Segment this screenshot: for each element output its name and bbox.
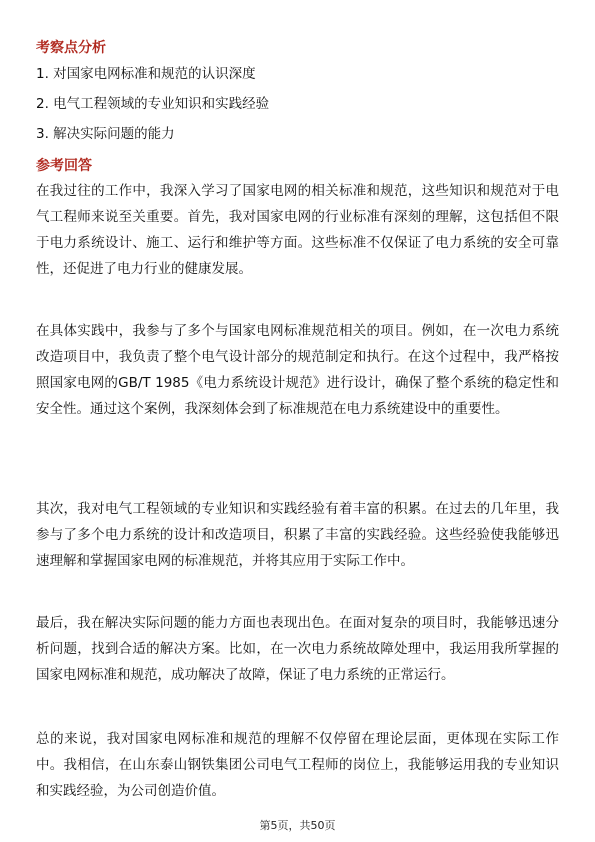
analysis-point-1: 1. 对国家电网标准和规范的认识深度: [36, 66, 256, 82]
analysis-title: 考察点分析: [36, 40, 106, 56]
answer-paragraph-1: 在我过往的工作中，我深入学习了国家电网的相关标准和规范，这些知识和规范对于电气工程师来说至关重要。首先，我对国家电网的行业标准有深刻的理解，这包括但不限于电力系统设计、施工、运行和维护等方面。这些标准不仅保证了电力系统的安全可靠性，还促进了电力行业的健康发展。: [36, 183, 559, 277]
answer-paragraph-4: 最后，我在解决实际问题的能力方面也表现出色。在面对复杂的项目时，我能够迅速分析问题，找到合适的解决方案。比如，在一次电力系统故障处理中，我运用我所掌握的国家电网标准和规范，成功解决了故障，保证了电力系统的正常运行。: [36, 615, 559, 683]
analysis-point-3: 3. 解决实际问题的能力: [36, 126, 175, 142]
analysis-point-2: 2. 电气工程领域的专业知识和实践经验: [36, 96, 270, 112]
page-indicator: 第5页，共50页: [259, 819, 336, 832]
answer-title: 参考回答: [36, 158, 92, 174]
answer-paragraph-5: 总的来说，我对国家电网标准和规范的理解不仅停留在理论层面，更体现在实际工作中。我相信，在山东泰山钢铁集团公司电气工程师的岗位上，我能够运用我的专业知识和实践经验，为公司创造价值。: [36, 731, 559, 799]
answer-paragraph-3: 其次，我对电气工程领域的专业知识和实践经验有着丰富的积累。在过去的几年里，我参与了多个电力系统的设计和改造项目，积累了丰富的实践经验。这些经验使我能够迅速理解和掌握国家电网的标准规范，并将其应用于实际工作中。: [36, 501, 559, 569]
answer-paragraph-2: 在具体实践中，我参与了多个与国家电网标准规范相关的项目。例如，在一次电力系统改造项目中，我负责了整个电气设计部分的规范制定和执行。在这个过程中，我严格按照国家电网的GB/T 1985《电力系统设计规范》进行设计，确保了整个系统的稳定性和安全性。通过这个案例，我深刻体会到了标准规范在电力系统建设中的重要性。: [36, 323, 559, 417]
